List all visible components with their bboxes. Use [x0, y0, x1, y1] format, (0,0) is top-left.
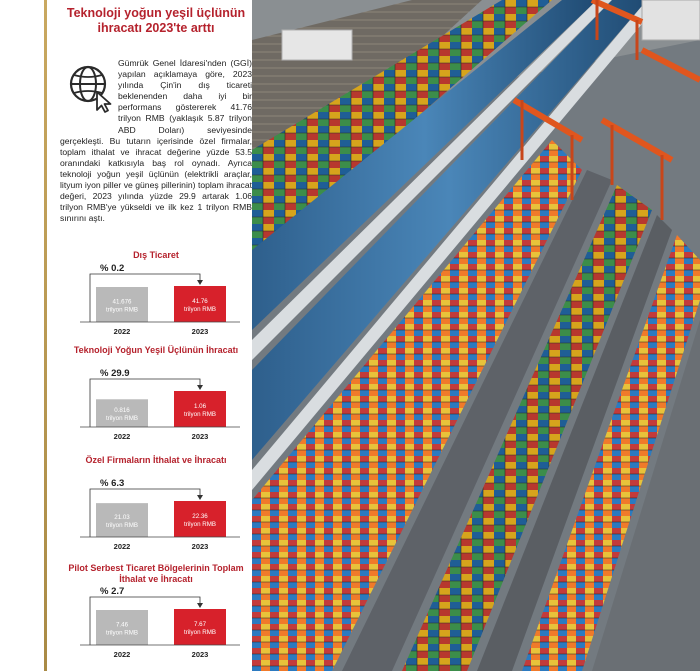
chart-section-yesil-uclu	[60, 345, 252, 441]
category-label: 2023	[191, 650, 209, 659]
chart-title: Teknoloji Yoğun Yeşil Üçlünün İhracatı	[73, 345, 239, 355]
chart-serbest-ticaret	[60, 587, 252, 671]
chart-section-ozel-firmalar	[60, 455, 252, 551]
chart-section-dis-ticaret	[60, 250, 252, 336]
category-label: 2022	[113, 432, 131, 441]
bar-value-label: 41.76 trilyon RMB	[184, 298, 216, 313]
category-label: 2022	[113, 542, 131, 551]
chart-title: Dış Ticaret	[133, 250, 179, 260]
change-arrow-icon	[197, 385, 203, 390]
bar-value-label: 41.676 trilyon RMB	[106, 298, 138, 314]
chart-yesil-uclu	[60, 369, 252, 453]
category-label: 2022	[113, 327, 131, 336]
bar-value-label: 7.46 trilyon RMB	[106, 621, 138, 637]
chart-title: Pilot Serbest Ticaret Bölgelerinin Toplam İthalat ve İhracatı	[68, 563, 244, 584]
bar-value-label: 1.06 trilyon RMB	[184, 403, 216, 418]
infographic-panel	[60, 0, 252, 671]
change-percent-label: % 0.2	[100, 264, 125, 274]
bar-value-label: 21.03 trilyon RMB	[106, 514, 138, 530]
bar-value-label: 0.816 trilyon RMB	[106, 407, 138, 423]
change-percent-label: % 2.7	[100, 587, 125, 597]
chart-section-serbest-ticaret	[60, 563, 252, 659]
category-label: 2023	[191, 432, 209, 441]
change-arrow-icon	[197, 603, 203, 608]
change-arrow-icon	[197, 495, 203, 500]
bar-value-label: 22.36 trilyon RMB	[184, 513, 216, 528]
category-label: 2023	[191, 327, 209, 336]
category-label: 2023	[191, 542, 209, 551]
category-label: 2022	[113, 650, 131, 659]
container-port-photo	[252, 0, 700, 671]
change-arrow-icon	[197, 280, 203, 285]
change-percent-label: % 29.9	[100, 369, 130, 379]
chart-title: Özel Firmaların İthalat ve İhracatı	[85, 455, 227, 465]
chart-ozel-firmalar	[60, 479, 252, 563]
page-title: Teknoloji yoğun yeşil üçlünün ihracatı 2023'te arttı	[66, 6, 246, 35]
bar-value-label: 7.67 trilyon RMB	[184, 621, 216, 636]
chart-dis-ticaret	[60, 264, 252, 348]
gold-divider-line	[44, 0, 47, 671]
intro-text-block	[60, 58, 252, 224]
intro-paragraph: Gümrük Genel İdaresi'nden (GGİ) yapılan açıklamaya göre, 2023 yılında Çin'in dış ticareti beklenenden daha iyi bir performans göstererek 41.76 trilyon RMB (yaklaşık 5.87 trilyon ABD Doları) seviyesinde gerçekleşti. Bu tutarın içerisinde özel firmalar, toplam ithalat ve ihracat değerine yüzde 53.5 oranındaki katkısıyla baş rol oynadı. Ayrıca teknoloji yoğun yeşil üçlünün (elektrikli araçlar, lityum iyon piller ve güneş pillerinin) toplam ihracat değeri, 2023 yılında yüzde 29.9 artarak 1.06 trilyon RMB'ye yükseldi ve ilk kez 1 trilyon RMB sınırını aştı.	[60, 58, 252, 224]
change-percent-label: % 6.3	[100, 479, 125, 489]
